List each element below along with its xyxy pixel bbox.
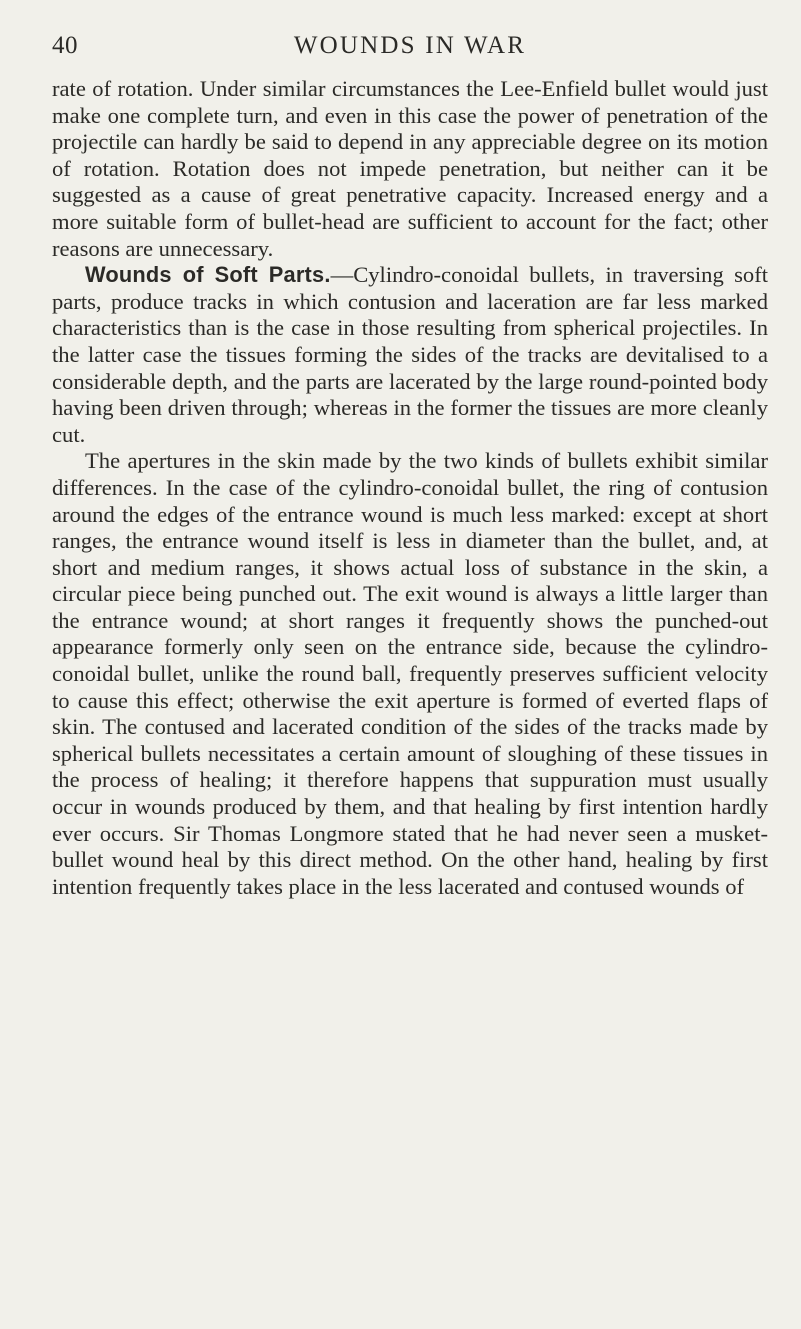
page-header bbox=[52, 32, 768, 66]
paragraph-text: The apertures in the skin made by the two kinds of bullets exhibit similar differences. In the case of the cylindro-conoidal bullet, the ring of contusion around the edges of the entrance wound is much less marked: except at short ranges, the entrance wound itself is less in diameter than the bullet, and, at short and medium ranges, it shows actual loss of substance in the skin, a circular piece being punched out. The exit wound is always a little larger than the entrance wound; at short ranges it frequently shows the punched-out appearance formerly only seen on the entrance side, because the cylindro-conoidal bullet, unlike the round ball, frequently preserves sufficient velocity to cause this effect; otherwise the exit aperture is formed of everted flaps of skin. The contused and lacerated condition of the sides of the tracks made by spherical bullets necessitates a certain amount of sloughing of these tissues in the process of healing; it therefore happens that suppuration must usually occur in wounds produced by them, and that healing by first intention hardly ever occurs. Sir Thomas Longmore stated that he had never seen a musket-bullet wound heal by this direct method. On the other hand, healing by first intention frequently takes place in the less lacerated and contused wounds of bbox=[52, 448, 768, 899]
paragraph-text: —Cylindro-conoidal bullets, in traversing soft parts, produce tracks in which contusion and laceration are far less marked characteristics than is the case in those resulting from spherical projectiles. In the latter case the tissues forming the sides of the tracks are devitalised to a considerable depth, and the parts are lacerated by the large round-pointed body having been driven through; whereas in the former the tissues are more cleanly cut. bbox=[52, 262, 768, 447]
paragraph-apertures bbox=[52, 448, 768, 900]
paragraph-rotation bbox=[52, 76, 768, 262]
running-head: WOUNDS IN WAR bbox=[293, 32, 527, 59]
paragraph-soft-parts bbox=[52, 262, 768, 448]
body-text bbox=[52, 76, 768, 900]
paragraph-text: rate of rotation. Under similar circumstances the Lee-Enfield bullet would just make one complete turn, and even in this case the power of penetration of the projectile can hardly be said to depend in any appreciable degree on its motion of rotation. Rotation does not impede penetration, but neither can it be suggested as a cause of great penetrative capacity. Increased energy and a more suitable form of bullet-head are sufficient to account for the fact; other reasons are unnecessary. bbox=[52, 76, 768, 261]
section-heading: Wounds of Soft Parts. bbox=[85, 262, 331, 288]
page-number: 40 bbox=[52, 32, 78, 59]
